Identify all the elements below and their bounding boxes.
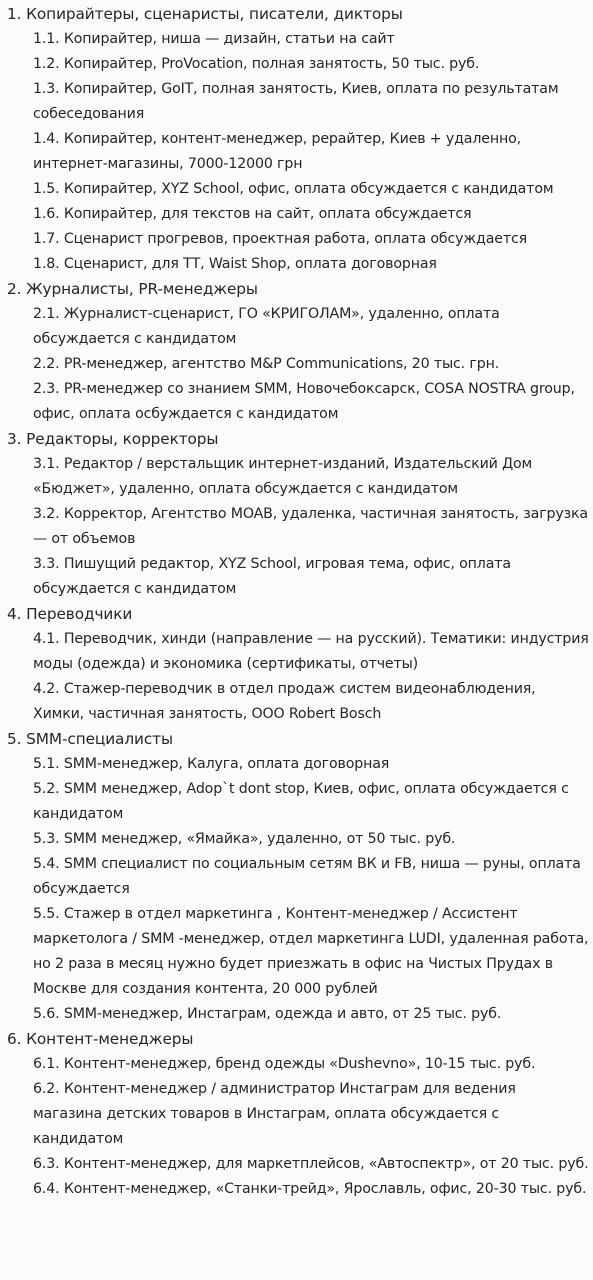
section-title: 4. Переводчики: [7, 605, 133, 623]
list-item[interactable]: 5.1. SMM-менеджер, Калуга, оплата договорная: [33, 756, 390, 772]
list-item[interactable]: 3.2. Корректор, Агентство MOAB, удаленка, частичная занятость, загрузка — от объемов: [33, 506, 588, 547]
list-item[interactable]: 6.3. Контент-менеджер, для маркетплейсов, «Автоспектр», от 20 тыс. руб.: [33, 1156, 589, 1172]
section-title: 2. Журналисты, PR-менеджеры: [7, 280, 258, 298]
list-item[interactable]: 2.2. PR-менеджер, агентство M&P Communications, 20 тыс. грн.: [33, 356, 500, 372]
list-item[interactable]: 6.1. Контент-менеджер, бренд одежды «Dushevno», 10-15 тыс. руб.: [33, 1056, 536, 1072]
section-title: 3. Редакторы, корректоры: [7, 430, 219, 448]
list-item[interactable]: 3.1. Редактор / верстальщик интернет-изданий, Издательский Дом «Бюджет», удаленно, оплата обсуждается с кандидатом: [33, 456, 533, 497]
section-title: 5. SMM-специалисты: [7, 730, 173, 748]
list-item[interactable]: 5.5. Стажер в отдел маркетинга , Контент-менеджер / Ассистент маркетолога / SMM -менеджер, отдел маркетинга LUDI, удаленная работа, но 2 раза в месяц нужно будет приезжать в офис на Чистых Прудах в Москве для создания контента, 20 000 рублей: [33, 906, 589, 997]
section-title: 6. Контент-менеджеры: [7, 1030, 194, 1048]
section-journalists: [8, 277, 589, 427]
list-item[interactable]: 2.3. PR-менеджер со знанием SMM, Новочебоксарск, COSA NOSTRA group, офис, оплата осбуждается с кандидатом: [33, 381, 575, 422]
section-editors: [8, 427, 589, 602]
list-item[interactable]: 5.4. SMM специалист по социальным сетям ВК и FB, ниша — руны, оплата обсуждается: [33, 856, 581, 897]
list-item[interactable]: 1.3. Копирайтер, GoIT, полная занятость, Киев, оплата по результатам собеседования: [33, 81, 559, 122]
list-item[interactable]: 1.8. Сценарист, для ТТ, Waist Shop, оплата договорная: [33, 256, 437, 272]
list-item[interactable]: 3.3. Пишущий редактор, XYZ School, игровая тема, офис, оплата обсуждается с кандидатом: [33, 556, 511, 597]
list-item[interactable]: 1.1. Копирайтер, ниша — дизайн, статьи на сайт: [33, 31, 395, 47]
list-item[interactable]: 1.6. Копирайтер, для текстов на сайт, оплата обсуждается: [33, 206, 472, 222]
list-item[interactable]: 1.7. Сценарист прогревов, проектная работа, оплата обсуждается: [33, 231, 527, 247]
list-item[interactable]: 6.4. Контент-менеджер, «Станки-трейд», Ярославль, офис, 20-30 тыс. руб.: [33, 1181, 587, 1197]
section-smm: [8, 727, 589, 1027]
list-item[interactable]: 4.2. Стажер-переводчик в отдел продаж систем видеонаблюдения, Химки, частичная занятость, ООО Robert Bosch: [33, 681, 536, 722]
list-item[interactable]: 1.4. Копирайтер, контент-менеджер, рерайтер, Киев + удаленно, интернет-магазины, 7000-12000 грн: [33, 131, 521, 172]
list-item[interactable]: 1.5. Копирайтер, XYZ School, офис, оплата обсуждается с кандидатом: [33, 181, 554, 197]
list-item[interactable]: 6.2. Контент-менеджер / администратор Инстаграм для ведения магазина детских товаров в Инстаграм, оплата обсуждается с кандидатом: [33, 1081, 516, 1147]
section-title: 1. Копирайтеры, сценаристы, писатели, дикторы: [7, 5, 403, 23]
section-copywriters: [8, 2, 589, 277]
list-item[interactable]: 1.2. Копирайтер, ProVocation, полная занятость, 50 тыс. руб.: [33, 56, 480, 72]
list-item[interactable]: 5.6. SMM-менеджер, Инстаграм, одежда и авто, от 25 тыс. руб.: [33, 1006, 502, 1022]
list-item[interactable]: 4.1. Переводчик, хинди (направление — на русский). Тематики: индустрия моды (одежда) и экономика (сертификаты, отчеты): [33, 631, 589, 672]
section-translators: [8, 602, 589, 727]
list-item[interactable]: 2.1. Журналист-сценарист, ГО «КРИГОЛАМ», удаленно, оплата обсуждается с кандидатом: [33, 306, 500, 347]
list-item[interactable]: 5.2. SMM менеджер, Adop`t dont stop, Киев, офис, оплата обсуждается с кандидатом: [33, 781, 569, 822]
section-content-managers: [8, 1027, 589, 1202]
list-item[interactable]: 5.3. SMM менеджер, «Ямайка», удаленно, от 50 тыс. руб.: [33, 831, 456, 847]
